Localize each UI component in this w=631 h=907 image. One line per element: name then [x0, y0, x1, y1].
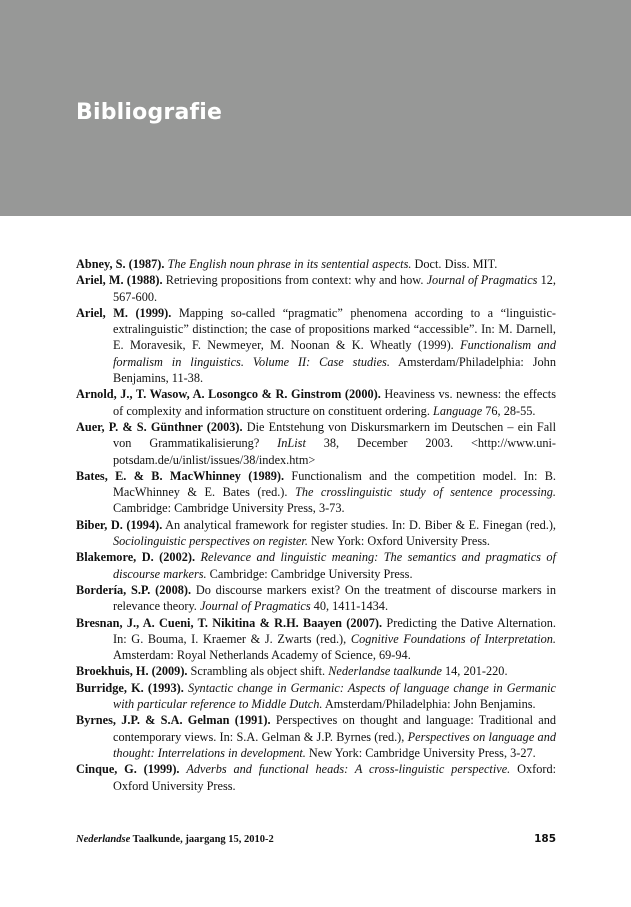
- entry-text: Functionalism and the competition model. In: B. MacWhinney & E. Bates (red.).: [113, 468, 556, 500]
- entry-text: Mapping so-called “pragmatic” phenomena according to a “linguistic-extralinguistic” distinction; the case of propositions marked “accessible”. In: M. Darnell, E. Moravesik, F. Newmeyer, M. Noonan & K. Wheatly (1999).: [113, 305, 557, 353]
- entry-author-year: Blakemore, D. (2002).: [76, 550, 196, 565]
- entry-text: 40, 1411-1434.: [310, 599, 389, 614]
- entry-title-italic: Journal of Pragmatics: [199, 599, 311, 614]
- entry-text: 12, 567-600.: [113, 273, 557, 304]
- entry-title-italic: Nederlandse taalkunde: [328, 664, 442, 679]
- chapter-title: Bibliografie: [76, 100, 223, 125]
- entry-text: Retrieving propositions from context: why and how.: [162, 273, 427, 288]
- entry-title-italic: Relevance and linguistic meaning: The semantics and pragmatics of discourse markers.: [113, 550, 557, 581]
- bibliography-entry: [76, 680, 556, 713]
- entry-text: Amsterdam: Royal Netherlands Academy of Science, 69-94.: [113, 648, 411, 663]
- bibliography-entry: [76, 663, 556, 679]
- entry-author-year: Auer, P. & S. Günthner (2003).: [76, 419, 243, 434]
- entry-title-italic: Journal of Pragmatics: [426, 273, 538, 288]
- entry-text: Perspectives on thought and language: Traditional and contemporary views. In: S.A. Gelman & J.P. Byrnes (red.),: [113, 713, 557, 744]
- entry-author-year: Ariel, M. (1999).: [76, 305, 172, 320]
- entry-author-year: Bresnan, J., A. Cueni, T. Nikitina & R.H. Baayen (2007).: [76, 615, 383, 630]
- entry-text: Cambridge: Cambridge University Press, 3-73.: [113, 501, 345, 516]
- entry-text: An analytical framework for register studies. In: D. Biber & E. Finegan (red.),: [162, 517, 556, 532]
- entry-title-italic: Perspectives on language and thought: Interrelations in development.: [113, 729, 556, 760]
- journal-name-italic: Nederlandse: [76, 834, 131, 845]
- entry-title-italic: Sociolinguistic perspectives on register.: [113, 534, 308, 549]
- entry-text: Amsterdam/Philadelphia: John Benjamins.: [322, 697, 536, 712]
- entry-author-year: Bates, E. & B. MacWhinney (1989).: [76, 468, 285, 483]
- entry-text: Oxford: Oxford University Press.: [113, 762, 557, 793]
- entry-text: Doct. Diss. MIT.: [411, 257, 498, 271]
- entry-title-italic: Functionalism and formalism in linguistics. Volume II: Case studies.: [113, 338, 556, 369]
- entry-text: New York: Cambridge University Press, 3-27.: [305, 745, 536, 760]
- bibliography-list: [76, 256, 556, 794]
- entry-author-year: Cinque, G. (1999).: [76, 762, 180, 777]
- entry-author-year: Bordería, S.P. (2008).: [76, 582, 192, 597]
- bibliography-entry: [76, 712, 556, 761]
- entry-text: Heaviness vs. newness: the effects of complexity and information structure on constituent ordering.: [113, 387, 556, 418]
- page-number: 185: [534, 833, 556, 845]
- entry-title-italic: InList: [277, 436, 306, 451]
- running-footer-journal: [76, 834, 274, 845]
- entry-text: Do discourse markers exist? On the treatment of discourse markers in relevance theory.: [113, 582, 556, 614]
- bibliography-entry: [76, 256, 556, 272]
- entry-author-year: Broekhuis, H. (2009).: [76, 664, 188, 679]
- entry-title-italic: The English noun phrase in its sentential aspects.: [167, 257, 412, 271]
- entry-title-italic: Syntactic change in Germanic: Aspects of language change in Germanic with particular reference to Middle Dutch.: [113, 680, 556, 712]
- bibliography-entry: [76, 517, 556, 550]
- bibliography-entry: [76, 305, 556, 386]
- bibliography-entry: [76, 549, 556, 582]
- entry-text: 38, December 2003. <http://www.uni-potsdam.de/u/inlist/issues/38/index.htm>: [113, 436, 556, 467]
- entry-text: Die Entstehung von Diskursmarkern im Deutschen – ein Fall von Grammatikalisierung?: [113, 419, 557, 451]
- entry-text: Cambridge: Cambridge University Press.: [206, 566, 413, 581]
- entry-author-year: Abney, S. (1987).: [76, 257, 165, 271]
- bibliography-entry: [76, 761, 556, 794]
- entry-text: Amsterdam/Philadelphia: John Benjamins, 11-38.: [113, 354, 556, 386]
- entry-text: Scrambling als object shift.: [187, 664, 329, 679]
- entry-author-year: Arnold, J., T. Wasow, A. Losongco & R. Ginstrom (2000).: [76, 387, 381, 402]
- page-footer: [76, 833, 556, 845]
- entry-title-italic: The crosslinguistic study of sentence processing.: [294, 485, 556, 500]
- entry-title-italic: Language: [432, 403, 483, 418]
- journal-volume: Taalkunde, jaargang 15, 2010-2: [130, 834, 274, 845]
- entry-author-year: Byrnes, J.P. & S.A. Gelman (1991).: [76, 713, 271, 728]
- entry-text: 14, 201-220.: [441, 664, 508, 679]
- chapter-header-band: [0, 0, 631, 216]
- entry-author-year: Ariel, M. (1988).: [76, 273, 163, 288]
- entry-text: New York: Oxford University Press.: [307, 534, 490, 549]
- entry-title-italic: Adverbs and functional heads: A cross-linguistic perspective.: [186, 762, 511, 777]
- bibliography-entry: [76, 582, 556, 615]
- entry-author-year: Biber, D. (1994).: [76, 517, 163, 532]
- bibliography-entry: [76, 615, 556, 664]
- bibliography-entry: [76, 419, 556, 468]
- bibliography-entry: [76, 468, 556, 517]
- bibliography-entry: [76, 272, 556, 305]
- entry-author-year: Burridge, K. (1993).: [76, 680, 184, 695]
- entry-title-italic: Cognitive Foundations of Interpretation.: [350, 631, 556, 646]
- entry-text: 76, 28-55.: [482, 403, 536, 418]
- entry-text: Predicting the Dative Alternation. In: G. Bouma, I. Kraemer & J. Zwarts (red.),: [113, 615, 556, 646]
- bibliography-entry: [76, 386, 556, 419]
